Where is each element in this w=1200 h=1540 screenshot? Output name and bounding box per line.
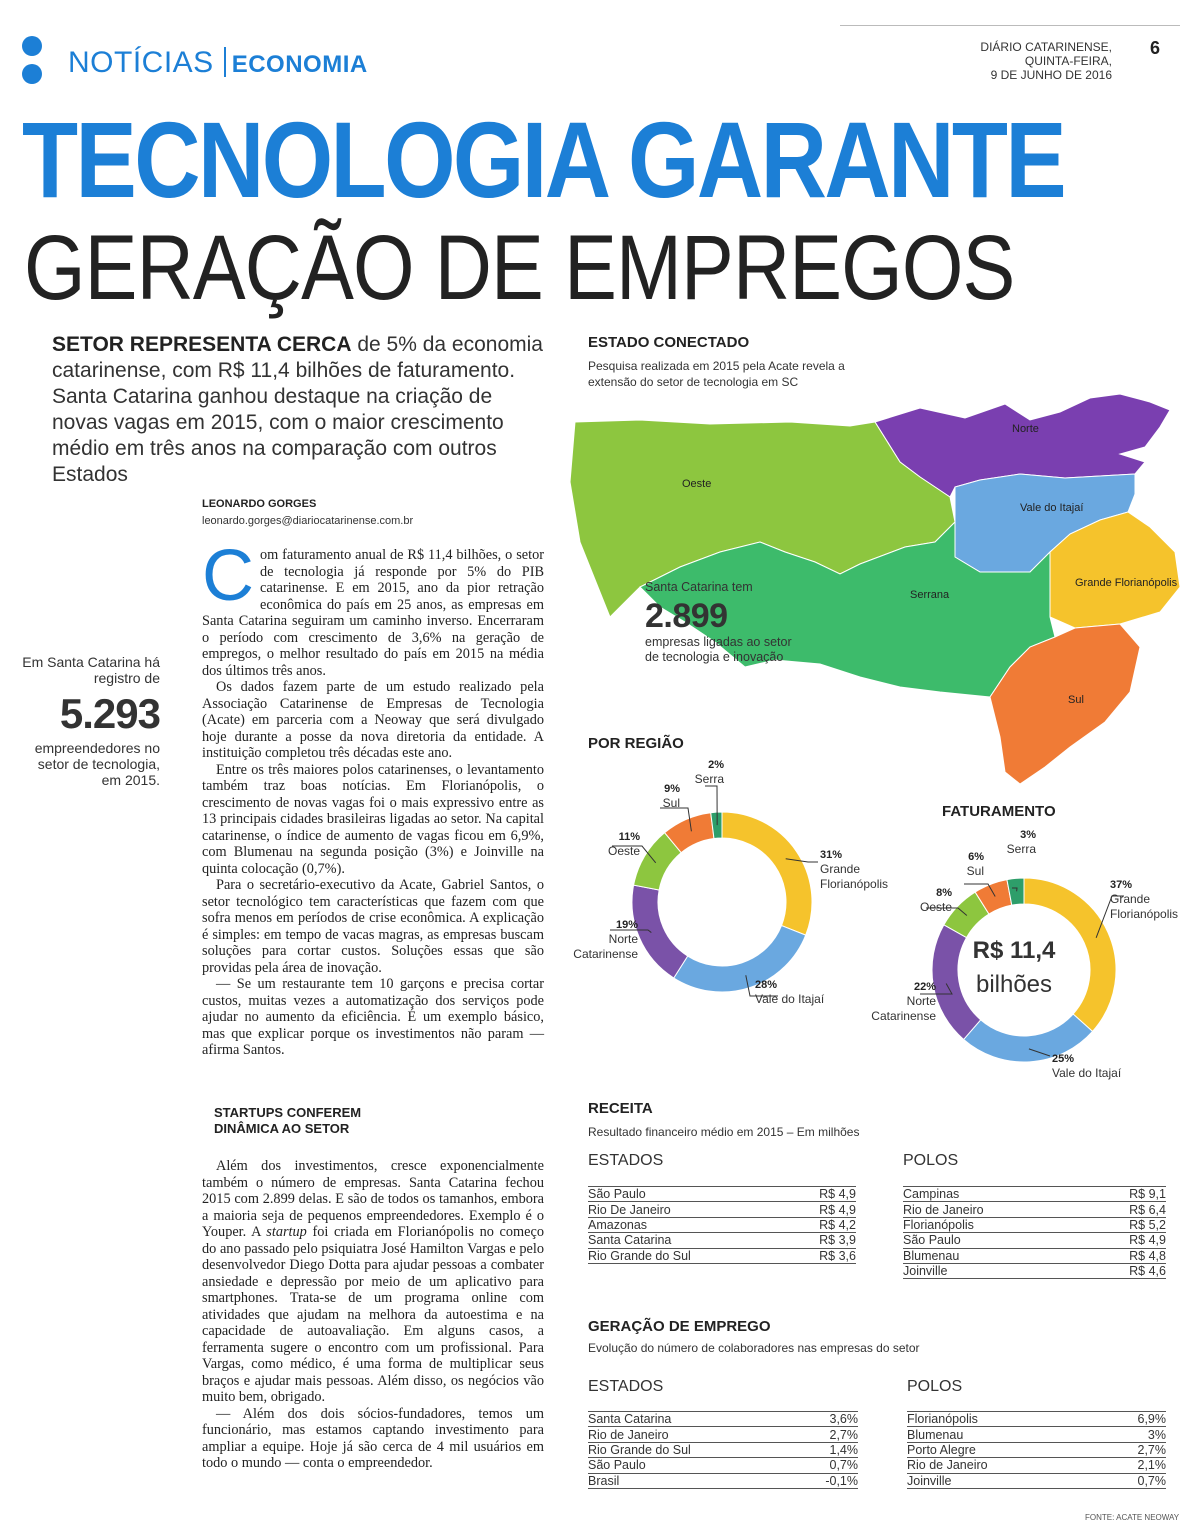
table-cell-value: R$ 4,6 (1083, 1263, 1166, 1278)
table-cell-value: -0,1% (793, 1473, 858, 1488)
table-cell-name: Rio Grande do Sul (588, 1442, 793, 1457)
table-cell-name: Amazonas (588, 1217, 785, 1232)
article-subhead: STARTUPS CONFEREM DINÂMICA AO SETOR (214, 1105, 362, 1136)
map-label-norte: Norte (1012, 423, 1039, 435)
source-credit: FONTE: ACATE NEOWAY (1085, 1513, 1180, 1522)
emprego-polo-row (907, 1442, 1166, 1457)
receita-polo-row (903, 1202, 1166, 1217)
receita-polo-row (903, 1233, 1166, 1248)
donut-chart-faturamento (860, 818, 1200, 1088)
map-label-vale: Vale do Itajaí (1020, 502, 1084, 514)
weekday: QUINTA-FEIRA, (1024, 54, 1112, 68)
map-stat-prefix: Santa Catarina tem (645, 580, 753, 594)
emprego-estado-row (588, 1412, 858, 1427)
donut-category-label: Sul (662, 796, 680, 810)
receita-polos-label: POLOS (903, 1152, 959, 1169)
table-cell-value: R$ 3,6 (785, 1248, 856, 1263)
donut-percent-label: 25% (1052, 1053, 1075, 1065)
table-cell-value: 2,1% (1098, 1458, 1166, 1473)
emprego-estados-table (588, 1411, 858, 1489)
donut-percent-label: 37% (1110, 879, 1133, 891)
table-cell-name: Rio de Janeiro (903, 1202, 1083, 1217)
donut-category-label: Oeste (607, 844, 640, 858)
donut-slice-vale-do-itajai (674, 926, 806, 992)
donut-center-unit: bilhões (975, 971, 1053, 998)
article-body (202, 536, 544, 1059)
section-label (68, 46, 368, 80)
article-body-2 (202, 1158, 544, 1472)
table-cell-value: R$ 6,4 (1083, 1202, 1166, 1217)
section-dot-bottom (22, 64, 42, 84)
table-cell-value: R$ 4,9 (1083, 1233, 1166, 1248)
article-paragraph (202, 536, 544, 679)
map-stat-value: 2.899 (645, 597, 728, 635)
article-paragraph: Os dados fazem parte de um estudo realizado pela Associação Catarinense de Empresas de Tecnologia (Acate) em parceria com a Neoway que será divulgado hoje durante a posse da nova diretoria da entidade. A instituição completou três décadas este ano. (202, 679, 544, 761)
table-cell-value: 3% (1098, 1427, 1166, 1442)
emprego-estado-row (588, 1442, 858, 1457)
donut-percent-label: 3% (1020, 829, 1036, 841)
chart-title-por-regiao: POR REGIÃO (588, 735, 684, 752)
donut-category-label: Norte (906, 994, 936, 1008)
emprego-polo-row (907, 1473, 1166, 1488)
emprego-polo-row (907, 1412, 1166, 1427)
lead-bold: SETOR REPRESENTA CERCA (52, 333, 352, 356)
table-cell-name: Rio De Janeiro (588, 1202, 785, 1217)
article-paragraph-text: om faturamento anual de R$ 11,4 bilhões, o setor de tecnologia já responde por 5% do PIB catarinense. E em 2015, ano da pior retração econômica do país em 25 anos, as empresas em Santa Catarina seguiram um caminho inverso. Encerraram o período com crescimento de 3,6% na geração de empregos, o melhor resultado do país em 2015 na média dos últimos três anos. (202, 547, 544, 679)
table-cell-name: São Paulo (903, 1233, 1083, 1248)
emprego-polo-row (907, 1458, 1166, 1473)
table-cell-name: Florianópolis (903, 1217, 1083, 1232)
donut-slice-grande-florianopolis (722, 812, 812, 935)
map-stat-suffix: empresas ligadas ao setor de tecnologia e inovação (645, 635, 792, 664)
donut-percent-label: 11% (618, 831, 640, 843)
emprego-estado-row (588, 1458, 858, 1473)
map-stat (645, 580, 795, 665)
donut-percent-label: 8% (936, 887, 952, 899)
article-paragraph-text: foi criada em Florianópolis no começo do ano passado pelo psiquiatra José Hamilton Vargas e pelo desenvolvedor Diego Dotta para ajudar pessoas a combater ansiedade e depressão por meio de um aplicativo para smartphones. Trata-se de um programa online com atividades que ajudam na melhora da autoestima e na capacidade de autoavaliação. Em alguns casos, a ferramenta sugere o encontro com um profissional. Para Vargas, como médico, é uma forma de multiplicar seus braços e ajudar mais pessoas. Além disso, os negócios vão muito bem, obrigado. (202, 1224, 544, 1405)
table-cell-name: Rio de Janeiro (907, 1458, 1098, 1473)
emprego-estado-row (588, 1473, 858, 1488)
receita-estado-row (588, 1217, 856, 1232)
headline-line-2: GERAÇÃO DE EMPREGOS (24, 217, 1015, 319)
table-cell-name: Santa Catarina (588, 1233, 785, 1248)
emprego-estado-row (588, 1427, 858, 1442)
donut-percent-label: 28% (755, 979, 778, 991)
table-cell-name: São Paulo (588, 1187, 785, 1202)
emprego-title: GERAÇÃO DE EMPREGO (588, 1318, 771, 1335)
donut-category-label: Grande (1110, 892, 1151, 906)
side-stat-suffix: empreendedores no setor de tecnologia, em 2015. (34, 740, 160, 788)
section-dot-top (22, 36, 42, 56)
table-cell-name: Joinville (907, 1473, 1098, 1488)
donut-category-label: Catarinense (871, 1009, 936, 1023)
donut-category-label: Serra (1006, 842, 1036, 856)
donut-percent-label: 22% (913, 981, 936, 993)
lead-paragraph (52, 332, 552, 488)
table-cell-value: 0,7% (1098, 1473, 1166, 1488)
side-stat (18, 654, 160, 788)
donut-center-value: R$ 11,4 (972, 937, 1056, 964)
table-cell-value: 3,6% (793, 1412, 858, 1427)
map-subtitle: Pesquisa realizada em 2015 pela Acate revela a extensão do setor de tecnologia em SC (588, 359, 845, 389)
table-cell-value: R$ 5,2 (1083, 1217, 1166, 1232)
receita-estados-table (588, 1186, 856, 1264)
donut-category-label: Florianópolis (820, 877, 889, 891)
donut-percent-label: 2% (708, 759, 724, 771)
receita-estados-label: ESTADOS (588, 1152, 664, 1169)
table-cell-value: 2,7% (793, 1427, 858, 1442)
table-cell-name: Joinville (903, 1263, 1083, 1278)
table-cell-name: Blumenau (903, 1248, 1083, 1263)
article-paragraph-text: Além dos investimentos, cresce exponencialmente também o número de empresas. Santa Catarina fechou 2015 com 2.899 delas. E são de todos os tamanhos, embora a maioria seja de pequenos empreendedores. Exemplo é o Youper. A (202, 1158, 544, 1240)
table-cell-value: R$ 9,1 (1083, 1187, 1166, 1202)
receita-title: RECEITA (588, 1100, 653, 1117)
table-cell-name: Rio de Janeiro (588, 1427, 793, 1442)
receita-estado-row (588, 1248, 856, 1263)
table-cell-value: 6,9% (1098, 1412, 1166, 1427)
page-number: 6 (1150, 38, 1161, 58)
headline-line-1: TECNOLOGIA GARANTE (22, 99, 1065, 220)
map-label-sul: Sul (1068, 694, 1084, 706)
subsection-name: ECONOMIA (231, 51, 368, 78)
top-rule (840, 25, 1180, 26)
donut-category-label: Grande (820, 862, 861, 876)
article-paragraph: — Se um restaurante tem 10 garçons e precisa cortar custos, muitas vezes a automatização dos serviços pode ajudar no aumento da eficiência. É um exemplo básico, mas que explicar porque os investimentos não param — afirma Santos. (202, 976, 544, 1058)
donut-percent-label: 19% (615, 919, 638, 931)
donut-category-label: Florianópolis (1110, 907, 1179, 921)
table-cell-name: Florianópolis (907, 1412, 1098, 1427)
table-cell-value: R$ 4,8 (1083, 1248, 1166, 1263)
article-paragraph: Para o secretário-executivo da Acate, Gabriel Santos, o setor tecnológico tem características que fazem com que sofra menos em períodos de crise econômica. A explicação é simples: em tempo de vacas magras, as empresas buscam soluções para cortar custos. Soluções essas que são providas pela área de inovação. (202, 877, 544, 976)
donut-category-label: Vale do Itajaí (1052, 1066, 1122, 1080)
receita-estado-row (588, 1233, 856, 1248)
map-title: ESTADO CONECTADO (588, 334, 750, 351)
donut-category-label: Vale do Itajaí (755, 992, 825, 1006)
side-stat-value: 5.293 (59, 690, 160, 737)
table-cell-name: Campinas (903, 1187, 1083, 1202)
section-divider (224, 47, 226, 77)
receita-polo-row (903, 1217, 1166, 1232)
emprego-polos-table (907, 1411, 1166, 1489)
table-cell-value: R$ 4,9 (785, 1187, 856, 1202)
table-cell-name: Brasil (588, 1473, 793, 1488)
article-paragraph: Entre os três maiores polos catarinenses, o levantamento também traz boas notícias. Em Florianópolis, o crescimento de novas vagas foi o mais expressivo entre as 13 principais cidades brasileiras ligadas ao setor. Na capital catarinense, o índice de aumento de vagas ficou em 6,9%, com Blumenau na segunda posição (3%) e Joinville na quinta colocação (0,7%). (202, 761, 544, 877)
chart-title-faturamento: FATURAMENTO (942, 803, 1056, 820)
donut-category-label: Serra (694, 772, 724, 786)
receita-polos-table (903, 1186, 1166, 1279)
receita-polo-row (903, 1187, 1166, 1202)
receita-polo-row (903, 1263, 1166, 1278)
article-emphasis: startup (266, 1224, 307, 1240)
lead-text: de 5% da economia catarinense, com R$ 11,4 bilhões de faturamento. Santa Catarina ganhou destaque na criação de novas vagas em 2015, com o maior crescimento médio em três anos na comparação com outros Estados (52, 333, 543, 486)
emprego-polo-row (907, 1427, 1166, 1442)
table-cell-value: 2,7% (1098, 1442, 1166, 1457)
map-label-oeste: Oeste (682, 478, 712, 490)
map-label-grande-florianopolis: Grande Florianópolis (1075, 577, 1178, 589)
side-stat-prefix: Em Santa Catarina há registro de (22, 654, 160, 686)
byline-email: leonardo.gorges@diariocatarinense.com.br (202, 515, 414, 527)
table-cell-value: 1,4% (793, 1442, 858, 1457)
drop-cap: C (202, 536, 254, 616)
donut-chart-por-regiao (560, 750, 900, 1020)
donut-percent-label: 31% (820, 849, 843, 861)
table-cell-value: 0,7% (793, 1458, 858, 1473)
receita-polo-row (903, 1248, 1166, 1263)
table-cell-value: R$ 4,2 (785, 1217, 856, 1232)
article-paragraph: — Além dos dois sócios-fundadores, temos um funcionário, mas estamos captando investimento para ampliar a equipe. Hoje já são cerca de 4 mil usuários em todo o mundo — conta o empreendedor. (202, 1405, 544, 1471)
table-cell-value: R$ 4,9 (785, 1202, 856, 1217)
donut-category-label: Catarinense (573, 947, 638, 961)
map-label-serrana: Serrana (910, 589, 950, 601)
donut-category-label: Sul (966, 864, 984, 878)
emprego-subtitle: Evolução do número de colaboradores nas empresas do setor (588, 1341, 920, 1355)
table-cell-value: R$ 3,9 (785, 1233, 856, 1248)
receita-subtitle: Resultado financeiro médio em 2015 – Em milhões (588, 1125, 860, 1139)
masthead (960, 40, 1112, 82)
table-cell-name: Blumenau (907, 1427, 1098, 1442)
receita-estado-row (588, 1187, 856, 1202)
donut-percent-label: 9% (664, 783, 680, 795)
donut-percent-label: 6% (968, 851, 984, 863)
donut-category-label: Oeste (919, 900, 952, 914)
table-cell-name: São Paulo (588, 1458, 793, 1473)
section-name: NOTÍCIAS (68, 46, 214, 79)
newspaper-name: DIÁRIO CATARINENSE, (980, 40, 1112, 54)
table-cell-name: Rio Grande do Sul (588, 1248, 785, 1263)
byline-author: LEONARDO GORGES (202, 498, 317, 510)
article-paragraph (202, 1158, 544, 1406)
issue-date: 9 DE JUNHO DE 2016 (990, 68, 1112, 82)
emprego-polos-label: POLOS (907, 1378, 963, 1395)
donut-category-label: Norte (608, 932, 638, 946)
emprego-estados-label: ESTADOS (588, 1378, 664, 1395)
donut-slice-norte-catarinense (632, 885, 688, 978)
table-cell-name: Santa Catarina (588, 1412, 793, 1427)
table-cell-name: Porto Alegre (907, 1442, 1098, 1457)
receita-estado-row (588, 1202, 856, 1217)
